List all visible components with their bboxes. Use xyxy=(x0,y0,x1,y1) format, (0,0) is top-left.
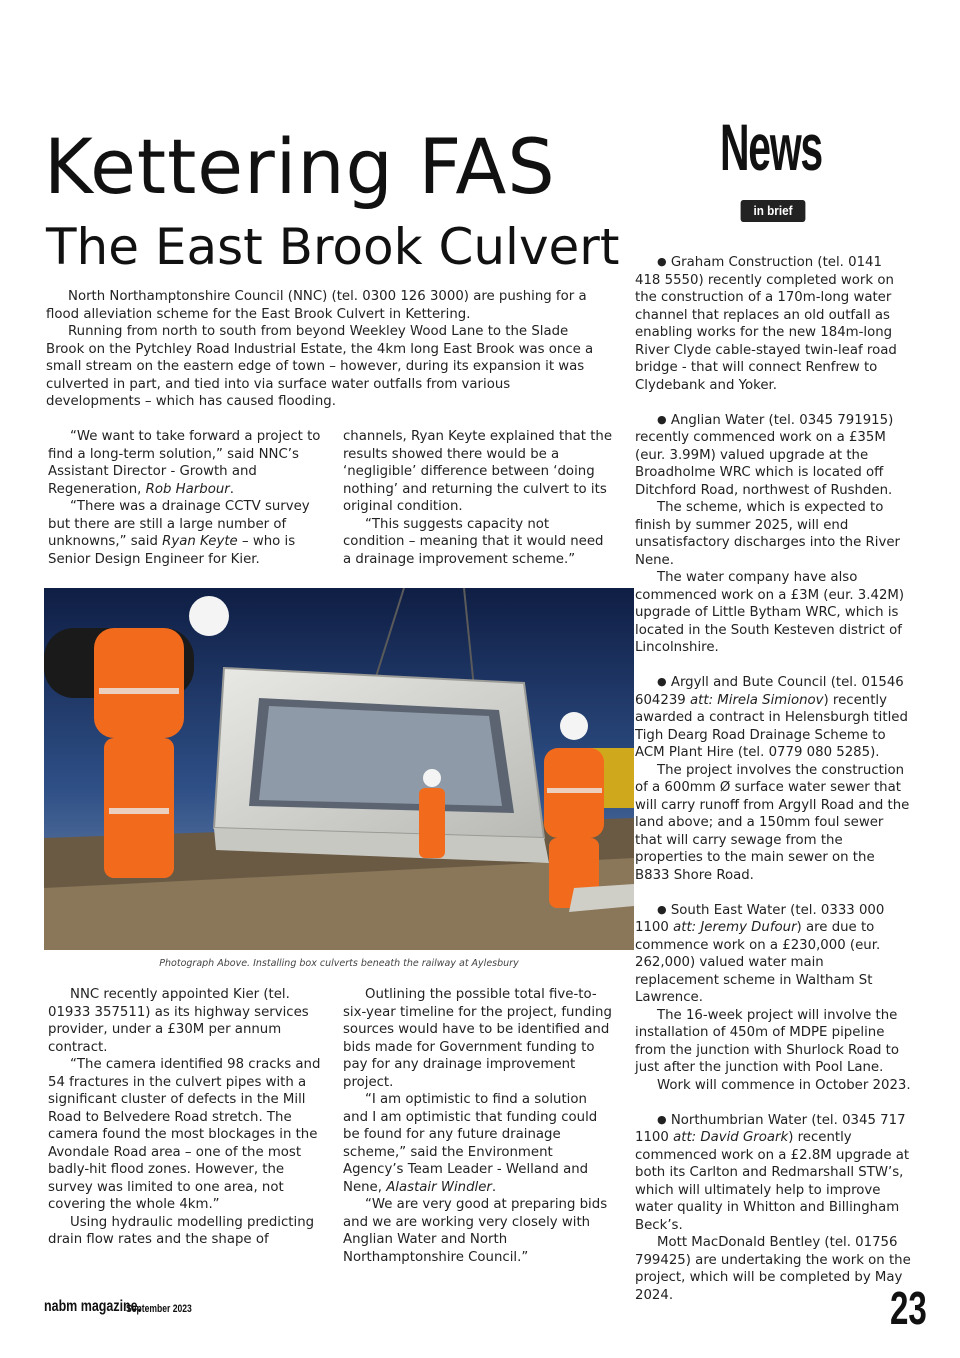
article-column-2-top xyxy=(343,428,613,568)
person-name: Alastair Windler xyxy=(386,1179,492,1195)
body-paragraph: Outlining the possible total five-to-six-year timeline for the project, funding sources would have to be identified and bids made for Government funding to pay for any drainage improvement project. xyxy=(343,987,612,1090)
news-item-paragraph: The 16-week project will involve the installation of 450m of MDPE pipeline from the junction with Shurlock Road to just after the junction with Pool Lane. xyxy=(635,1007,899,1075)
news-item-paragraph: Mott MacDonald Bentley (tel. 01756 799425) are undertaking the work on the project, which will be completed by May 2024. xyxy=(635,1235,911,1303)
body-paragraph: “This suggests capacity not condition – meaning that it would need a drainage improvement scheme.” xyxy=(343,516,604,567)
bullet-icon: ● xyxy=(657,255,667,268)
magazine-brand: nabm magazine. xyxy=(44,1298,142,1315)
article-subtitle: The East Brook Culvert xyxy=(46,218,620,276)
article-column-2-bottom xyxy=(343,986,613,1266)
person-name: Ryan Keyte xyxy=(162,534,238,549)
article-column-1-bottom xyxy=(48,986,324,1249)
news-item: ● Anglian Water (tel. 0345 791915) recently commenced work on a £35M (eur. 3.99M) valued upgrade at the Broadholme WRC which is located off Ditchford Road, northwest of Rushden. xyxy=(635,412,894,498)
body-paragraph: NNC recently appointed Kier (tel. 01933 357511) as its highway services provider, under a £30M per annum contract. xyxy=(48,987,309,1055)
body-paragraph: “We are very good at preparing bids and we are working very closely with Anglian Water and North Northamptonshire Council.” xyxy=(343,1197,608,1265)
body-paragraph: “We want to take forward a project to find a long-term solution,” said NNC’s Assistant Director - Growth and Regeneration, Rob Harbour. xyxy=(48,429,321,497)
news-item: ● Argyll and Bute Council (tel. 01546 604239 att: Mirela Simionov) recently awarded a contract in Helensburgh titled Tigh Dearg Road Drainage Scheme to ACM Plant Hire (tel. 0779 080 5285). xyxy=(635,675,908,760)
article-intro xyxy=(46,288,606,411)
in-brief-badge: in brief xyxy=(741,200,806,222)
news-item-paragraph: The scheme, which is expected to finish by summer 2025, will end unsatisfactory discharges into the River Nene. xyxy=(635,500,900,568)
bullet-icon: ● xyxy=(657,675,667,688)
contact-name: att: Mirela Simionov xyxy=(690,692,824,708)
news-item-paragraph: The project involves the construction of a 600mm Ø surface water sewer that will carry runoff from Argyll Road and the land above; and a 150mm foul sewer that will carry sewage from the properties to the main sewer on the B833 Shore Road. xyxy=(635,762,910,883)
contact-name: att: David Groark xyxy=(673,1130,789,1145)
photo-illustration xyxy=(44,588,634,950)
intro-paragraph: North Northamptonshire Council (NNC) (tel. 0300 126 3000) are pushing for a flood alleviation scheme for the East Brook Culvert in Kettering. xyxy=(46,289,587,322)
news-in-brief-column xyxy=(635,254,911,1304)
photo-caption: Photograph Above. Installing box culverts beneath the railway at Aylesbury xyxy=(159,958,519,969)
article-column-1-top xyxy=(48,428,324,568)
contact-name: att: Jeremy Dufour xyxy=(673,920,797,935)
news-item: ● Northumbrian Water (tel. 0345 717 1100 att: David Groark) recently commenced work on a £2.8M upgrade at both its Carlton and Redmarshall STW’s, which will ultimately help to improve water quality in Whitton and Billingham Beck’s. xyxy=(635,1112,910,1233)
body-paragraph: “There was a drainage CCTV survey but there are still a large number of unknowns,” said Ryan Keyte – who is Senior Design Engineer for Kier. xyxy=(48,499,310,567)
news-heading: News xyxy=(720,110,822,184)
news-item: ● South East Water (tel. 0333 000 1100 att: Jeremy Dufour) are due to commence work on a £230,000 (eur. 262,000) valued water main replacement scheme in Waltham St Lawrence. xyxy=(635,902,885,1005)
person-name: Rob Harbour xyxy=(145,481,230,497)
body-paragraph: “I am optimistic to find a solution and I am optimistic that funding could be found for any future drainage scheme,” said the Environment Agency’s Team Leader - Welland and Nene, Alastair Windler. xyxy=(343,1092,598,1195)
intro-paragraph: Running from north to south from beyond Weekley Wood Lane to the Slade Brook on the Pytchley Road Industrial Estate, the 4km long East Brook was once a small stream on the eastern edge of town – however, during its expansion it was culverted in part, and tied into via surface water outfalls from various developments – which has caused flooding. xyxy=(46,324,594,409)
news-item: ● Graham Construction (tel. 0141 418 5550) recently completed work on the construction of a 170m-long water channel that replaces an old outfall as enabling works for the new 184m-long River Clyde cable-stayed twin-leaf road bridge - that will connect Renfrew to Clydebank and Yoker. xyxy=(635,255,897,393)
article-title: Kettering FAS xyxy=(44,122,556,211)
body-paragraph: Using hydraulic modelling predicting drain flow rates and the shape of xyxy=(48,1214,315,1247)
body-paragraph: “The camera identified 98 cracks and 54 fractures in the culvert pipes with a significant cluster of defects in the Mill Road to Belvedere Road stretch. The camera found the most blockages in the Avondale Road area – one of the most badly-hit flood zones. However, the survey was limited to one area, not covering the whole 4km.” xyxy=(48,1057,321,1212)
body-paragraph: channels, Ryan Keyte explained that the results showed there would be a ‘negligible’ difference between ‘doing nothing’ and returning the culvert to its original condition. xyxy=(343,429,613,514)
culvert-installation-photo xyxy=(44,588,634,950)
page-number: 23 xyxy=(890,1282,927,1334)
bullet-icon: ● xyxy=(657,1112,667,1126)
bullet-icon: ● xyxy=(657,902,667,916)
news-item-paragraph: Work will commence in October 2023. xyxy=(657,1077,911,1093)
issue-date: September 2023 xyxy=(126,1303,192,1315)
news-item-paragraph: The water company have also commenced work on a £3M (eur. 3.42M) upgrade of Little Bytham WRC, which is located in the South Kesteven district of Lincolnshire. xyxy=(635,570,905,655)
bullet-icon: ● xyxy=(657,412,667,426)
